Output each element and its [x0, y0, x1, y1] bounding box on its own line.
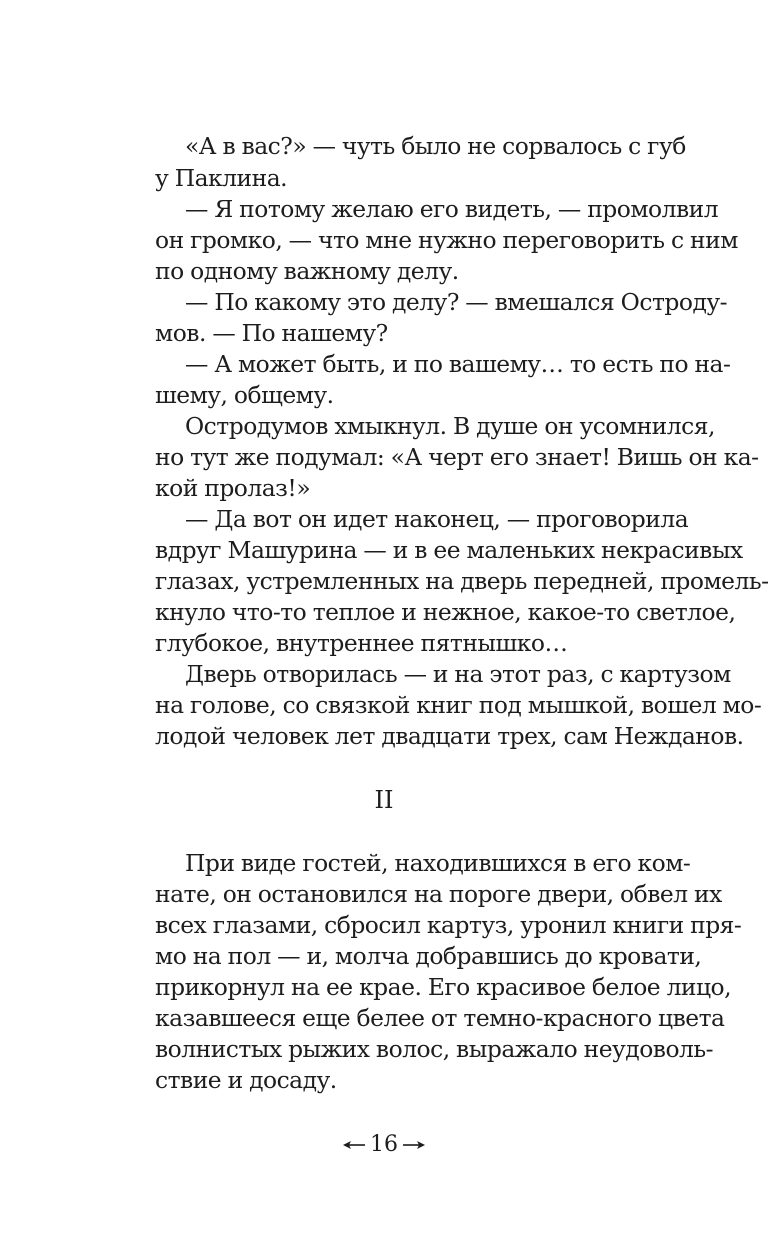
- text-line: ствие и досаду.: [155, 1066, 337, 1094]
- text-line: «А в вас?» — чуть было не сорвалось с губ: [185, 132, 686, 160]
- text-line: нате, он остановился на пороге двери, обвел их: [155, 880, 722, 908]
- text-line: лодой человек лет двадцати трех, сам Нежданов.: [155, 722, 744, 750]
- right-arrow-ornament-icon: [402, 1140, 426, 1150]
- text-line: волнистых рыжих волос, выражало неудоволь-: [155, 1035, 714, 1063]
- text-line: по одному важному делу.: [155, 257, 459, 285]
- text-line: глазах, устремленных на дверь передней, промель-: [155, 567, 769, 595]
- text-line: он громко, — что мне нужно переговорить с ним: [155, 226, 738, 254]
- chapter-heading: II: [374, 786, 394, 814]
- text-line: кой пролаз!»: [155, 474, 311, 502]
- page-footer: [0, 1130, 768, 1160]
- text-line: но тут же подумал: «А черт его знает! Вишь он ка-: [155, 443, 759, 471]
- text-line: мов. — По нашему?: [155, 319, 388, 347]
- text-line: прикорнул на ее крае. Его красивое белое лицо,: [155, 973, 732, 1001]
- text-line: При виде гостей, находившихся в его ком-: [185, 849, 691, 877]
- text-line: кнуло что-то теплое и нежное, какое-то светлое,: [155, 598, 736, 626]
- text-line: у Паклина.: [155, 164, 288, 192]
- text-line: Остродумов хмыкнул. В душе он усомнился,: [185, 412, 715, 440]
- text-line: глубокое, внутреннее пятнышко…: [155, 629, 568, 657]
- text-line: шему, общему.: [155, 381, 334, 409]
- text-line: Дверь отворилась — и на этот раз, с картузом: [185, 660, 731, 688]
- text-line: — Я потому желаю его видеть, — промолвил: [185, 195, 719, 223]
- text-line: всех глазами, сбросил картуз, уронил книги пря-: [155, 911, 742, 939]
- text-line: — По какому это делу? — вмешался Остроду-: [185, 288, 728, 316]
- text-line: мо на пол — и, молча добравшись до кровати,: [155, 942, 702, 970]
- text-line: вдруг Машурина — и в ее маленьких некрасивых: [155, 536, 743, 564]
- page-number: 16: [370, 1132, 398, 1157]
- text-line: на голове, со связкой книг под мышкой, вошел мо-: [155, 691, 762, 719]
- text-line: — А может быть, и по вашему… то есть по на-: [185, 350, 731, 378]
- text-line: — Да вот он идет наконец, — проговорила: [185, 505, 689, 533]
- left-arrow-ornament-icon: [342, 1140, 366, 1150]
- text-line: казавшееся еще белее от темно-красного цвета: [155, 1004, 725, 1032]
